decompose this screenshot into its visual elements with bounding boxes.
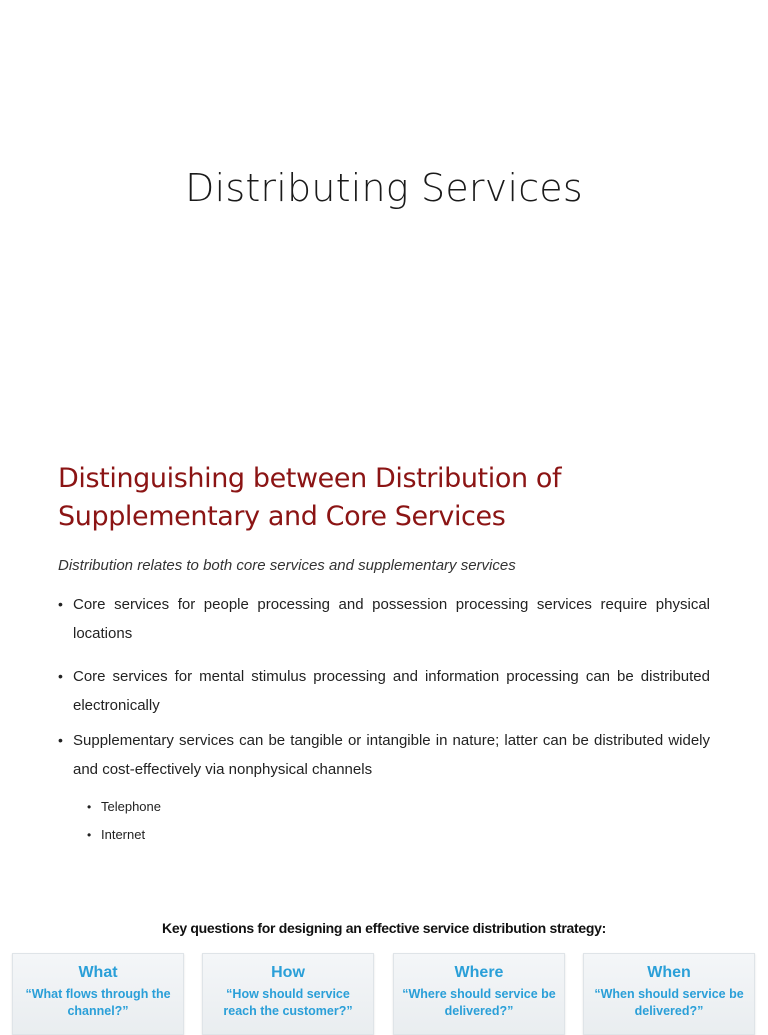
card-question: “When should service be delivered?” bbox=[594, 987, 744, 1018]
figure-caption: Key questions for designing an effective service distribution strategy: bbox=[162, 920, 606, 936]
bullet-dot-icon: • bbox=[87, 800, 92, 814]
section-heading bbox=[58, 460, 718, 536]
card-title: What bbox=[78, 964, 118, 981]
question-cards bbox=[12, 953, 760, 1033]
card-title: Where bbox=[454, 964, 504, 981]
section-heading-line-2: Supplementary and Core Services bbox=[58, 501, 506, 532]
card-title: How bbox=[271, 964, 305, 981]
sub-bullet-text: Internet bbox=[101, 827, 146, 842]
question-card-when bbox=[583, 953, 755, 1035]
sub-bullet-list bbox=[87, 793, 161, 849]
bullet-item bbox=[58, 662, 710, 720]
sub-bullet-item bbox=[87, 793, 161, 821]
bullet-text: Supplementary services can be tangible or intangible in nature; latter can be distributed widely and cost-effectively via nonphysical channels bbox=[73, 732, 710, 778]
card-question: “Where should service be delivered?” bbox=[402, 987, 556, 1018]
card-question: “How should service reach the customer?” bbox=[223, 987, 353, 1018]
bullet-item bbox=[58, 590, 710, 648]
question-card-what bbox=[12, 953, 184, 1035]
intro-text: Distribution relates to both core services and supplementary services bbox=[58, 557, 516, 574]
bullet-text: Core services for people processing and possession processing services require physical locations bbox=[73, 596, 710, 642]
question-card-how bbox=[202, 953, 374, 1035]
slide-title: Distributing Services bbox=[185, 166, 583, 210]
bullet-list bbox=[58, 590, 710, 784]
bullet-item bbox=[58, 726, 710, 784]
card-question: “What flows through the channel?” bbox=[25, 987, 171, 1018]
sub-bullet-item bbox=[87, 821, 161, 849]
card-title: When bbox=[647, 964, 691, 981]
bullet-text: Core services for mental stimulus processing and information processing can be distributed electronically bbox=[73, 668, 710, 714]
section-heading-line-1: Distinguishing between Distribution of bbox=[58, 463, 562, 494]
bullet-dot-icon: • bbox=[87, 828, 92, 842]
bullet-dot-icon: • bbox=[58, 668, 63, 684]
bullet-dot-icon: • bbox=[58, 596, 63, 612]
question-card-where bbox=[393, 953, 565, 1035]
bullet-dot-icon: • bbox=[58, 732, 63, 748]
sub-bullet-text: Telephone bbox=[101, 799, 161, 814]
